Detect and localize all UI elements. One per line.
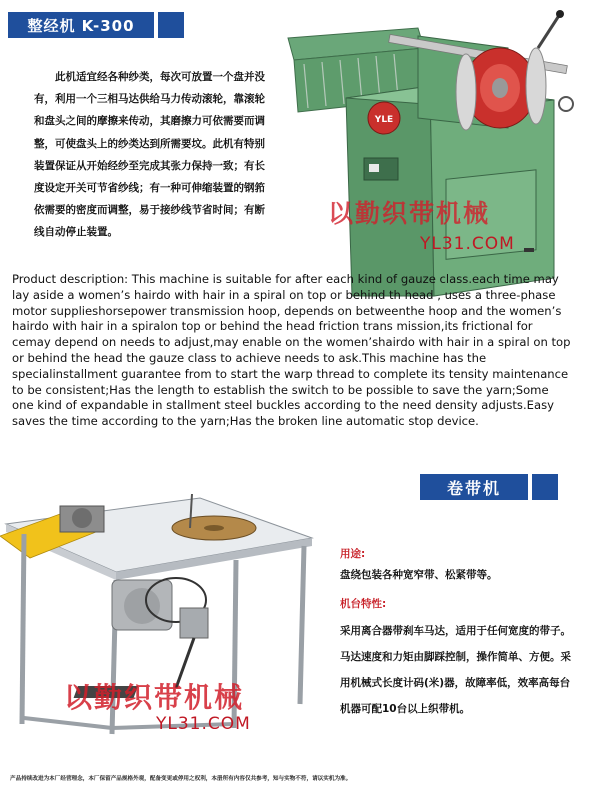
header-square <box>532 474 558 500</box>
features-heading: 机台特性: <box>340 598 387 610</box>
watermark-url-top: YL31.COM <box>420 234 515 254</box>
usage-heading: 用途: <box>340 548 366 560</box>
watermark-chinese-bottom: 以勤织带机械 <box>64 681 245 714</box>
usage-text: 盘绕包装各种宽窄带、松紧带等。 <box>340 569 498 581</box>
header-title: 卷带机 <box>420 474 528 500</box>
machine-badge: YLE <box>374 115 394 125</box>
footer-disclaimer: 产品持续改进为本厂经营理念，本厂保留产品规格外观，配备变更或停用之权利，本册所有内容仅共参考，知与实物不符，请以实机为准。 <box>10 776 352 782</box>
header-warping-machine <box>8 12 184 38</box>
watermark-chinese-top: 以勤织带机械 <box>328 199 491 228</box>
intro-english: Product description: This machine is suitable for after each kind of gauze class.each time may lay aside a women’s hairdo with hair in a spiral on top or behind th head , uses a three-phase motor supplieshorsepower transmission hoop, depends on betweenthe hoop and the women’s hairdo with hair in a spiralon top or behind the head friction trans mission,its frictional for cemay depend on needs to adjust,may enable on the women’shairdo with hair in a spiral on top or behind the head the gauze class to achieve needs to ask.This machine has the specialinstallment guarantee from to start the warp thread to complete its tensity maintenance to be consistent;Has the length to establish the switch to be possible to save the yarn;Some one kind of expandable in stallment steel buckles according to the need density adjusts.Easy saves the time according to the yarn;Has the broken line automatic stop device. <box>12 272 571 429</box>
intro-chinese: 此机适宜经各种纱类，每次可放置一个盘并没有，利用一个三相马达供给马力传动滚轮，靠滚轮和盘头之间的摩擦来传动，其磨擦力可依需要而调整，可使盘头上的纱类达到所需要坟。此机有特别装置保证从开始经纱至完成其张力保持一致；有长度设定开关可节省纱线；有一种可伸缩装置的钢筘依需要的密度而调整，易于接纱线节省时间；有断线自动停止装置。 <box>34 71 265 239</box>
watermark-url-bottom: YL31.COM <box>156 714 251 734</box>
header-title: 整经机 K-300 <box>8 12 154 38</box>
header-winding-machine <box>420 474 558 500</box>
features-text: 采用离合器带刹车马达，适用于任何宽度的带子。马达速度和力矩由脚踩控制，操作简单、方便。采用机械式长度计码(米)器，故障率低，效率高每台机器可配10台以上织带机。 <box>340 625 571 715</box>
warping-machine-image <box>268 8 590 300</box>
header-square <box>158 12 184 38</box>
